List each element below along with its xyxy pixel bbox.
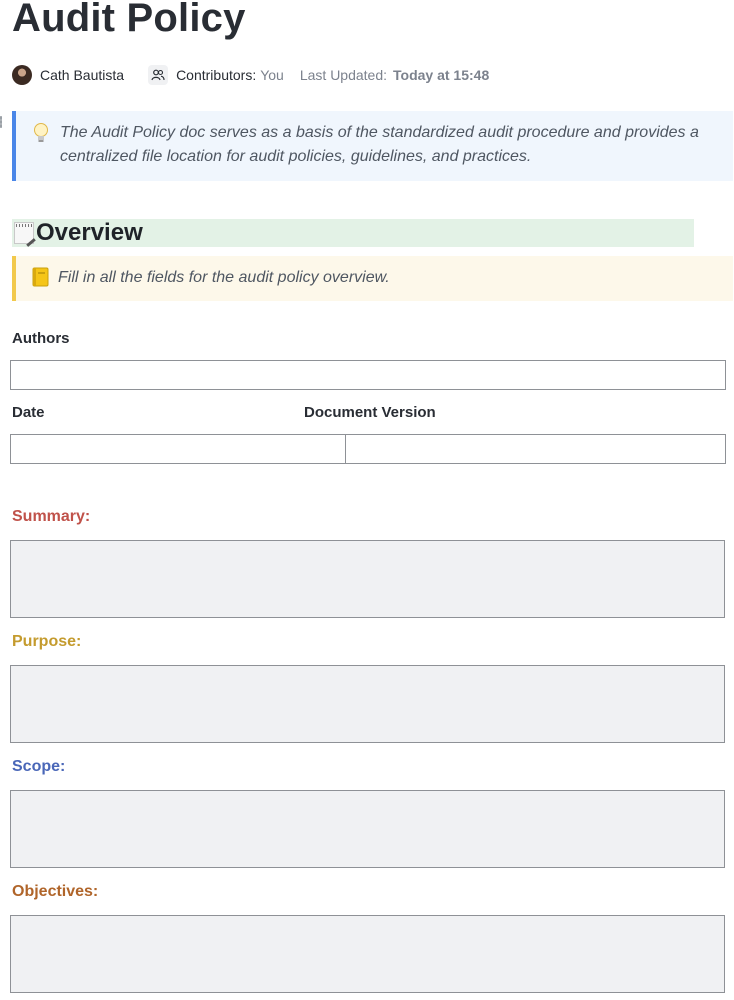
authors-input[interactable] (10, 360, 726, 390)
doc-meta (12, 64, 489, 86)
drag-handle-icon[interactable] (0, 116, 2, 128)
contributors-value: You (260, 67, 284, 83)
document-version-input[interactable] (345, 434, 726, 464)
objectives-textarea[interactable] (10, 915, 725, 993)
last-updated-label: Last Updated: (299, 67, 388, 83)
date-input[interactable] (10, 434, 346, 464)
author-name[interactable]: Cath Bautista (40, 67, 125, 83)
last-updated-value: Today at 15:48 (393, 67, 490, 83)
purpose-label: Purpose: (12, 633, 82, 650)
notebook-icon (30, 266, 58, 301)
summary-label: Summary: (12, 508, 91, 525)
avatar[interactable] (12, 65, 32, 85)
overview-heading (12, 219, 694, 247)
contributors-label: Contributors: (176, 67, 257, 83)
objectives-label: Objectives: (12, 883, 99, 900)
document-version-label: Document Version (304, 404, 436, 421)
page-title: Audit Policy (12, 0, 246, 40)
contributors-icon[interactable] (148, 65, 168, 85)
date-label: Date (12, 404, 45, 421)
purpose-textarea[interactable] (10, 665, 725, 743)
overview-note-callout (12, 256, 733, 301)
overview-heading-text: Overview (36, 219, 143, 246)
lightbulb-icon (32, 121, 60, 181)
notepad-icon (14, 222, 34, 244)
authors-label: Authors (12, 330, 70, 347)
summary-textarea[interactable] (10, 540, 725, 618)
overview-note-text: Fill in all the fields for the audit policy overview. (58, 269, 390, 286)
scope-textarea[interactable] (10, 790, 725, 868)
intro-callout (12, 111, 733, 181)
scope-label: Scope: (12, 758, 66, 775)
intro-callout-text: The Audit Policy doc serves as a basis of the standardized audit procedure and provides a centralized file location for audit policies, guidelines, and practices. (60, 124, 699, 165)
